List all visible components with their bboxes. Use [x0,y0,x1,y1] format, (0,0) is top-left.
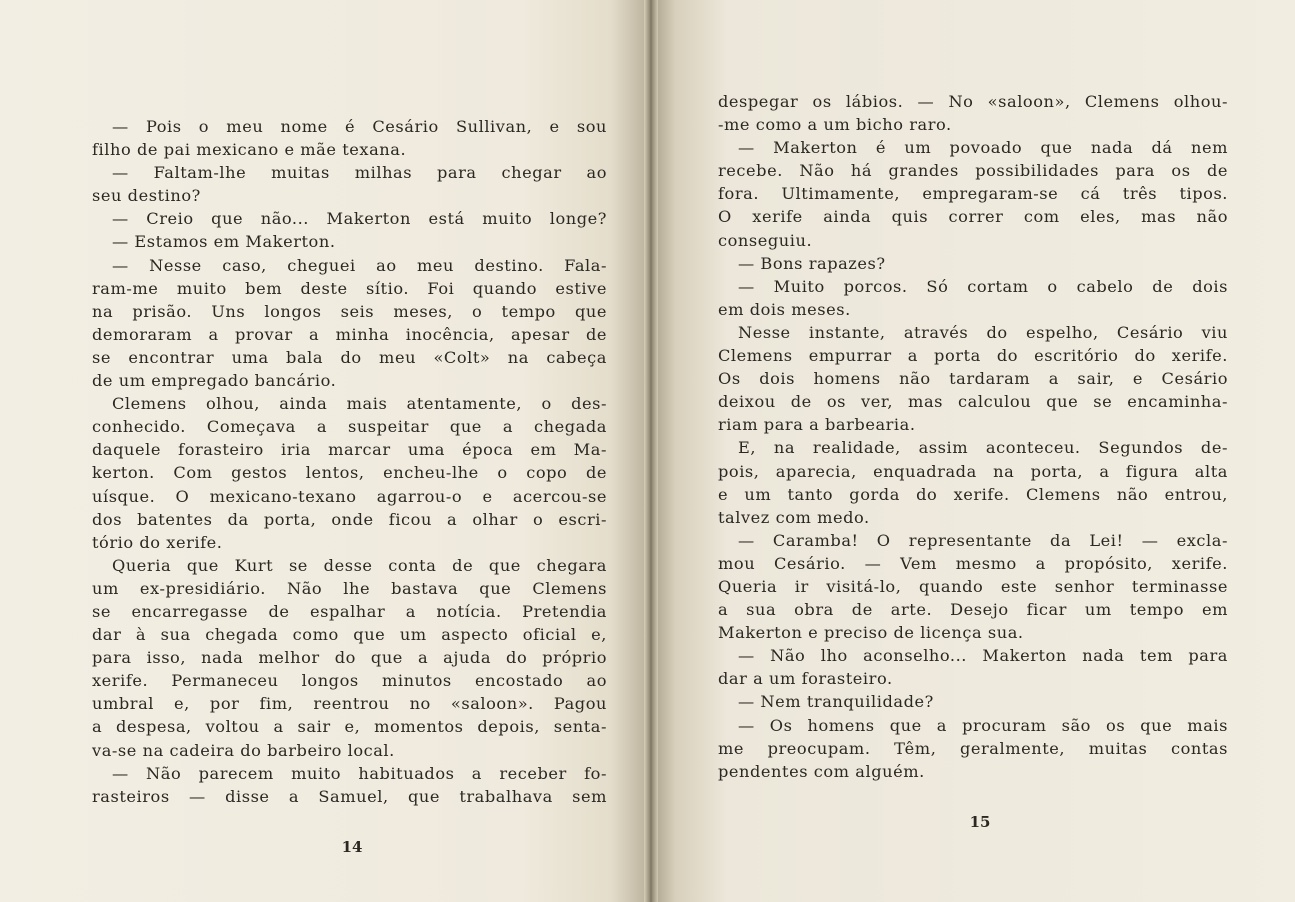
text-line: — Estamos em Makerton. [112,232,336,252]
text-line: na prisão. Uns longos seis meses, o tempo que [92,301,607,321]
page-number: 14 [341,838,363,856]
text-line: se encarregasse de espalhar a notícia. Pretendia [92,601,607,621]
text-line: umbral e, por fim, reentrou no «saloon». Pagou [92,694,607,714]
text-line: e um tanto gorda do xerife. Clemens não entrou, [718,484,1228,504]
text-line: Os dois homens não tardaram a sair, e Cesário [718,369,1228,389]
text-line: recebe. Não há grandes possibilidades para os de [718,161,1228,181]
text-line: talvez com medo. [718,507,870,527]
text-line: kerton. Com gestos lentos, encheu-lhe o copo de [92,463,607,483]
right-page-text [718,90,1228,783]
text-line: — Não lho aconselho... Makerton nada tem para [738,646,1228,666]
text-line: um ex-presidiário. Não lhe bastava que Clemens [92,578,607,598]
text-line: fora. Ultimamente, empregaram-se cá três tipos. [718,184,1228,204]
text-line: — Creio que não... Makerton está muito longe? [112,209,607,229]
text-line: — Bons rapazes? [738,253,886,273]
text-line: — Não parecem muito habituados a receber fo- [112,763,607,783]
text-line: demoraram a provar a minha inocência, apesar de [92,324,607,344]
text-line: pois, aparecia, enquadrada na porta, a figura alta [718,461,1228,481]
text-line: Queria ir visitá-lo, quando este senhor terminasse [718,576,1228,596]
text-line: me preocupam. Têm, geralmente, muitas contas [718,738,1228,758]
text-line: despegar os lábios. — No «saloon», Clemens olhou- [718,92,1228,111]
text-line: a sua obra de arte. Desejo ficar um tempo em [718,600,1228,620]
text-line: E, na realidade, assim aconteceu. Segundos de- [738,438,1228,458]
text-line: rasteiros — disse a Samuel, que trabalhava sem [92,786,607,806]
text-line: conhecido. Começava a suspeitar que a chegada [92,417,607,437]
text-line: — Makerton é um povoado que nada dá nem [738,138,1228,158]
text-line: se encontrar uma bala do meu «Colt» na cabeça [92,347,607,367]
text-line: — Faltam-lhe muitas milhas para chegar ao [112,163,607,183]
left-page-text [92,115,607,808]
text-line: — Nem tranquilidade? [738,692,934,712]
text-line: O xerife ainda quis correr com eles, mas não [718,207,1228,227]
text-line: -me como a um bicho raro. [718,115,952,135]
text-line: pendentes com alguém. [718,761,925,781]
text-line: seu destino? [92,186,201,206]
text-line: daquele forasteiro iria marcar uma época em Ma- [92,440,607,460]
text-line: riam para a barbearia. [718,415,916,435]
text-line: xerife. Permaneceu longos minutos encostado ao [92,671,607,691]
text-line: filho de pai mexicano e mãe texana. [92,140,407,160]
text-line: Clemens empurrar a porta do escritório do xerife. [718,346,1228,366]
text-line: conseguiu. [718,230,813,250]
text-line: uísque. O mexicano-texano agarrou-o e acercou-se [92,486,607,506]
text-line: dos batentes da porta, onde ficou a olhar o escri- [92,509,607,529]
text-line: em dois meses. [718,299,851,319]
text-line: ram-me muito bem deste sítio. Foi quando estive [92,278,607,298]
text-line: Queria que Kurt se desse conta de que chegara [112,555,607,575]
text-line: deixou de os ver, mas calculou que se encaminha- [718,392,1228,412]
text-line: para isso, nada melhor do que a ajuda do próprio [92,648,607,668]
book-gutter [644,0,658,902]
text-line: dar à sua chegada como que um aspecto oficial e, [92,625,607,645]
text-line: dar a um forasteiro. [718,669,893,689]
text-line: Clemens olhou, ainda mais atentamente, o des- [112,394,607,414]
text-line: Makerton e preciso de licença sua. [718,623,1024,643]
text-line: Nesse instante, através do espelho, Cesário viu [738,322,1228,342]
text-line: — Muito porcos. Só cortam o cabelo de dois [738,276,1228,296]
text-line: — Os homens que a procuram são os que mais [738,715,1228,735]
text-line: va-se na cadeira do barbeiro local. [92,740,395,760]
page-number: 15 [969,813,991,831]
text-line: tório do xerife. [92,532,223,552]
right-page [650,0,1295,902]
text-line: — Pois o meu nome é Cesário Sullivan, e sou [112,117,607,136]
text-line: — Caramba! O representante da Lei! — excla- [738,530,1228,550]
text-line: de um empregado bancário. [92,371,337,391]
text-line: — Nesse caso, cheguei ao meu destino. Fala- [112,255,607,275]
text-line: a despesa, voltou a sair e, momentos depois, senta- [92,717,607,737]
text-line: mou Cesário. — Vem mesmo a propósito, xerife. [718,553,1228,573]
